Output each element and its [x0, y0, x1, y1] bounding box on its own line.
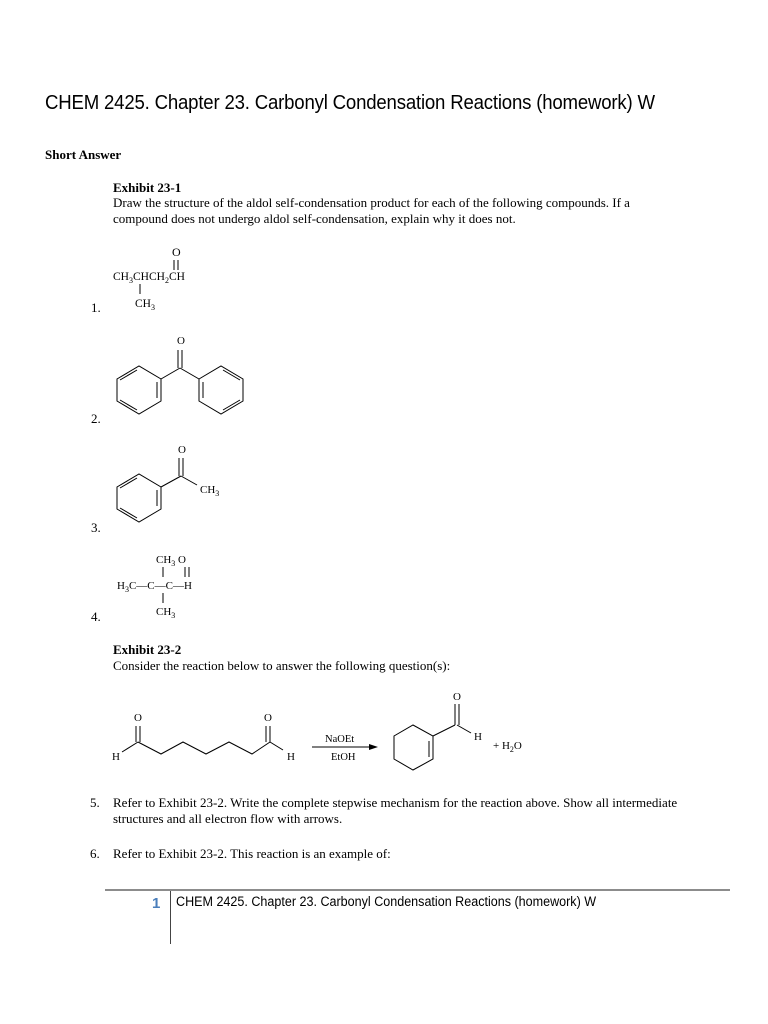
svg-text:O: O [453, 691, 461, 703]
exhibit-1-instruction-line-1: Draw the structure of the aldol self-condensation product for each of the following compounds. If a [113, 195, 630, 210]
svg-text:O: O [264, 712, 272, 724]
question-1-number: 1. [91, 300, 101, 315]
question-5-number: 5. [90, 795, 100, 810]
question-4-number: 4. [91, 609, 101, 624]
benzene-ring-right [199, 366, 243, 414]
question-6-number: 6. [90, 846, 100, 861]
exhibit-1-heading: Exhibit 23-1 [113, 180, 182, 195]
exhibit-1-instruction-line-2: compound does not undergo aldol self-condensation, explain why it does not. [113, 211, 516, 226]
structure-1-oxygen-label: O [172, 245, 181, 259]
svg-text:H: H [287, 751, 295, 763]
structure-4 [110, 548, 240, 628]
dialdehyde-reactant [112, 712, 295, 763]
exhibit-2-instruction: Consider the reaction below to answer the following question(s): [113, 658, 451, 673]
structure-2-oxygen-label: O [177, 335, 185, 347]
question-3-number: 3. [91, 520, 101, 535]
structure-2-benzophenone [110, 328, 260, 428]
page-title: CHEM 2425. Chapter 23. Carbonyl Condensation Reactions (homework) W [45, 92, 655, 114]
reagent-solvent: EtOH [331, 752, 356, 763]
footer-vertical-divider [170, 891, 171, 944]
svg-text:O: O [134, 712, 142, 724]
structure-3-oxygen-label: O [178, 444, 186, 456]
svg-text:H: H [474, 731, 482, 743]
reagent-base: NaOEt [325, 734, 355, 745]
structure-1 [110, 240, 210, 320]
question-6-line-1: Refer to Exhibit 23-2. This reaction is an example of: [113, 846, 391, 861]
benzene-ring-left [117, 366, 161, 414]
question-5-line-2: structures and all electron flow with arrows. [113, 811, 343, 826]
footer-title: CHEM 2425. Chapter 23. Carbonyl Condensation Reactions (homework) W [176, 894, 597, 909]
footer-divider [105, 889, 730, 891]
question-2-number: 2. [91, 411, 101, 426]
footer-page-number: 1 [152, 895, 161, 912]
structure-1-chain-label: $CH_3CHCH_2CH$ [113, 271, 185, 285]
svg-text:H: H [112, 751, 120, 763]
cyclohexenecarbaldehyde-product [394, 691, 482, 770]
structure-4-top-label: $CH_3$ O [156, 554, 186, 568]
structure-3-acetophenone [110, 440, 240, 535]
reaction-scheme [105, 685, 555, 785]
section-heading: Short Answer [45, 147, 122, 162]
structure-3-methyl-label: $CH_3$ [200, 484, 220, 498]
water-byproduct: + $H_2O$ [493, 740, 522, 754]
structure-1-methyl-label: $CH_3$ [135, 298, 155, 312]
exhibit-2-heading: Exhibit 23-2 [113, 642, 182, 657]
question-5-line-1: Refer to Exhibit 23-2. Write the complete stepwise mechanism for the reaction above. Show all intermediate [113, 795, 678, 810]
structure-4-bottom-label: $CH_3$ [156, 606, 176, 620]
benzene-ring [117, 474, 161, 522]
structure-4-main-label: $H_3C—C—C—H$ [117, 580, 192, 594]
